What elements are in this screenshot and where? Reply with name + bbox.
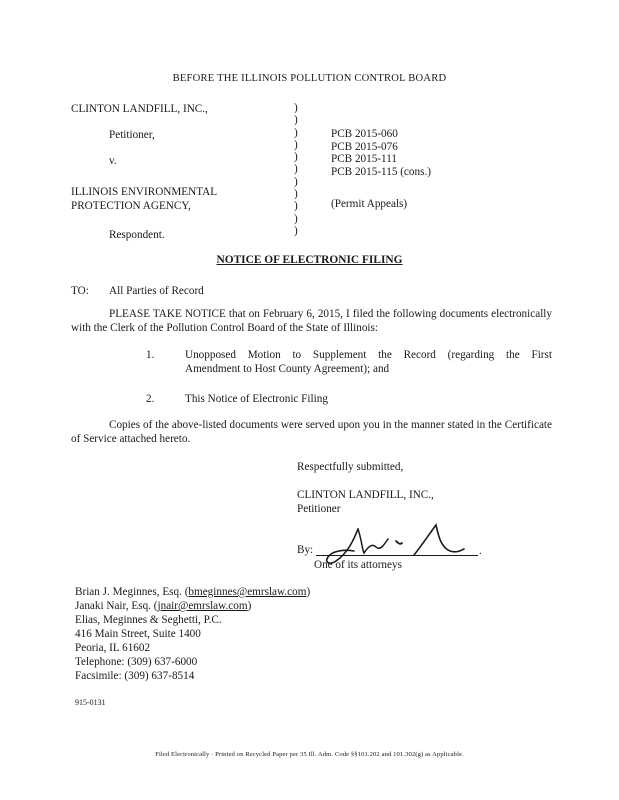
firm-name: Elias, Meginnes & Seghetti, P.C. [75, 614, 222, 626]
file-code: 915-0131 [75, 698, 106, 707]
notice-title: NOTICE OF ELECTRONIC FILING [216, 254, 403, 266]
to-value: All Parties of Record [109, 285, 204, 297]
petitioner-role: Petitioner, [109, 129, 155, 141]
case-number: PCB 2015-076 [331, 140, 398, 153]
facsimile: Facsimile: (309) 637-8514 [75, 670, 195, 682]
caption-paren: ) [294, 102, 298, 114]
attorney-name: Janaki Nair, Esq. ( [75, 600, 158, 612]
email-link[interactable]: jnair@emrslaw.com [157, 600, 248, 612]
caption-paren: ) [294, 188, 298, 201]
telephone: Telephone: (309) 637-6000 [75, 656, 198, 668]
address-line-2: Peoria, IL 61602 [75, 642, 151, 654]
court-heading: BEFORE THE ILLINOIS POLLUTION CONTROL BOARD [172, 73, 447, 84]
caption-paren: ) [294, 200, 298, 213]
attorney-line-1 [75, 586, 310, 598]
caption-paren: ) [294, 175, 298, 188]
caption-paren: ) [294, 224, 298, 237]
caption-paren-column [294, 102, 298, 237]
email-link[interactable]: bmeginnes@emrslaw.com [188, 586, 307, 598]
document-line: This Notice of Electronic Filing [185, 393, 328, 405]
case-number: PCB 2015-060 [331, 128, 398, 140]
respondent-name-line1: ILLINOIS ENVIRONMENTAL [71, 186, 218, 198]
close-paren: ) [306, 586, 311, 598]
case-number: PCB 2015-111 [331, 153, 397, 165]
attorney-line-2 [75, 600, 251, 612]
case-number: PCB 2015-115 (cons.) [331, 165, 431, 178]
document-number: 1. [146, 349, 155, 361]
respondent-role: Respondent. [109, 229, 165, 241]
case-numbers [331, 128, 431, 178]
notice-paragraph: PLEASE TAKE NOTICE that on February 6, 2015, I filed the following documents electronically with the Clerk of the Pollution Control Board of the State of Illinois: [71, 308, 552, 334]
signer-title: One of its attorneys [314, 559, 402, 571]
to-label: TO: [71, 285, 89, 297]
document-line: Unopposed Motion to Supplement the Record (regarding the First [185, 349, 552, 361]
respondent-name-line2: PROTECTION AGENCY, [71, 200, 191, 212]
document-number: 2. [146, 393, 155, 405]
by-label: By: [297, 544, 314, 556]
petitioner-name: CLINTON LANDFILL, INC., [71, 103, 208, 115]
caption-paren: ) [294, 212, 298, 225]
attorney-name: Brian J. Meginnes, Esq. ( [75, 586, 189, 598]
caption-paren: ) [294, 114, 298, 127]
footer-note: Filed Electronically · Printed on Recycled Paper per 35 Ill. Adm. Code §§101.202 and 101.302(g) as Applicable. [155, 751, 464, 758]
address-line-1: 416 Main Street, Suite 1400 [75, 628, 201, 640]
signature-role: Petitioner [297, 503, 341, 515]
caption-paren: ) [294, 126, 298, 139]
versus-label: v. [109, 155, 117, 167]
signature-line-dot: . [479, 545, 482, 557]
copies-paragraph: Copies of the above-listed documents were served upon you in the manner stated in the Certificate of Service attached hereto. [71, 419, 552, 445]
case-type: (Permit Appeals) [331, 198, 408, 210]
caption-paren: ) [294, 151, 298, 164]
document-line: Amendment to Host County Agreement); and [185, 363, 390, 375]
caption-paren: ) [294, 138, 298, 151]
caption-paren: ) [294, 163, 298, 176]
signature-party: CLINTON LANDFILL, INC., [297, 489, 434, 501]
close-paren: ) [247, 600, 252, 612]
closing: Respectfully submitted, [297, 461, 404, 473]
